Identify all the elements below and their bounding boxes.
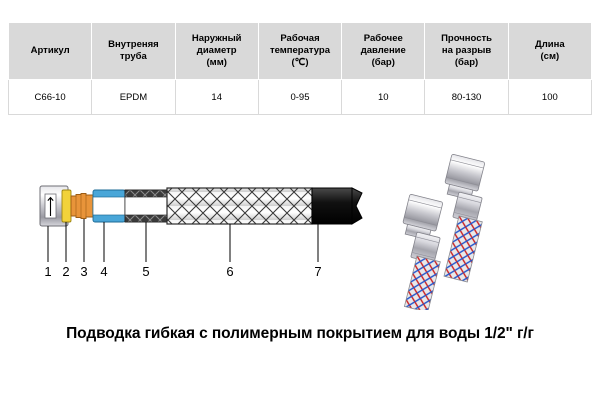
part-7-cut-end [352,188,362,224]
column-header-burst-strength [425,23,508,80]
cell-inner-tube: EPDM [92,80,175,115]
header-line-3: (бар) [454,56,479,68]
header-line-1: Наружный [191,33,242,45]
part-3-barbed-nipple [71,194,93,219]
header-line-3: (мм) [206,56,227,68]
part-6-stainless-braid [167,188,312,224]
table-header-row [9,23,592,80]
callout-7: 7 [314,264,322,279]
header-line-1: Прочность [441,33,492,45]
header-line-2: температура [269,45,331,57]
part-4-inner-tube-section [93,197,125,215]
header-line-1: Артикул [30,45,70,57]
cell-working-pressure: 10 [342,80,425,115]
table-header [9,23,592,80]
callout-4: 4 [100,264,108,279]
header-line-2: (см) [540,51,560,62]
column-header-inner-tube [92,23,175,80]
column-header-working-temperature [258,23,341,80]
callout-1: 1 [44,264,52,279]
hose-cutaway-illustration [40,186,362,279]
specification-table [8,22,592,115]
part-7-polymer-coating [312,188,352,224]
header-line-2: труба [120,51,147,62]
header-line-1: Рабочее [363,33,403,45]
cell-length: 100 [508,80,591,115]
product-caption: Подводка гибкая с полимерным покрытием для воды 1/2" г/г [66,325,534,342]
cell-working-temperature: 0-95 [258,80,341,115]
cell-article: C66-10 [9,80,92,115]
part-5-inner-bore [125,197,167,215]
cell-burst-strength: 80-130 [425,80,508,115]
header-line-3: (бар) [371,56,395,68]
product-photo-lower [400,194,443,310]
header-line-2: давление [360,45,406,57]
table-row [9,80,592,115]
part-2-seal [62,190,71,222]
header-line-2: диаметр [196,45,237,57]
column-header-length [508,23,591,80]
header-line-3: (℃) [291,56,309,68]
callout-2: 2 [62,264,70,279]
cell-outer-diameter: 14 [175,80,258,115]
table-body [9,80,592,115]
column-header-article [9,23,92,80]
column-header-working-pressure [342,23,425,80]
header-line-1: Длина [535,39,565,51]
callout-3: 3 [80,264,88,279]
product-photo-upper [442,154,485,282]
callout-leader-lines [48,219,318,262]
column-header-outer-diameter [175,23,258,80]
header-line-2: на разрыв [441,45,492,57]
callout-5: 5 [142,264,150,279]
product-diagram [0,150,600,310]
header-line-1: Рабочая [280,33,320,45]
callout-6: 6 [226,264,234,279]
header-line-1: Внутреняя [108,39,159,51]
